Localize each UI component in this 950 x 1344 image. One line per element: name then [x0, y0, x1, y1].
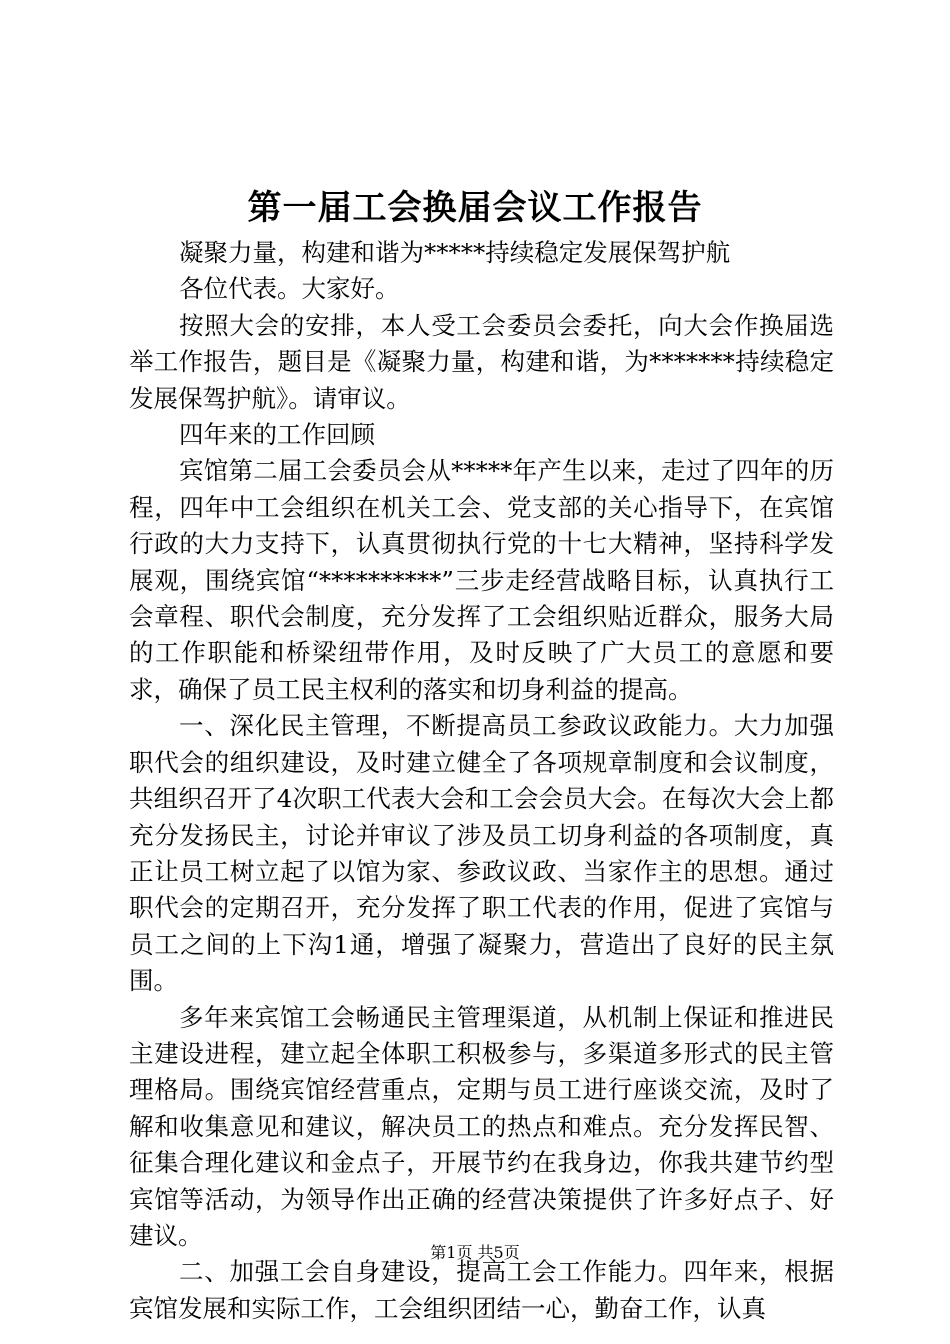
paragraph-subtitle: 凝聚力量，构建和谐为*****持续稳定发展保驾护航: [179, 238, 731, 267]
paragraph-democratic-management: 多年来宾馆工会畅通民主管理渠道，从机制上保证和推进民主建设进程，建立起全体职工积极参与，多渠道多形式的民主管理格局。围绕宾馆经营重点，定期与员工进行座谈交流，及时了解和收集意见和建议，解决员工的热点和难点。充分发挥民智、征集合理化建议和金点子，开展节约在我身边，你我共建节约型宾馆等活动，为领导作出正确的经营决策提供了许多好点子、好建议。: [129, 1002, 834, 1250]
paragraph-greeting: 各位代表。大家好。: [179, 274, 400, 304]
paragraph-item-two: 二、加强工会自身建设，提高工会工作能力。四年来，根据宾馆发展和实际工作，工会组织团结一心，勤奋工作，认真: [129, 1257, 834, 1323]
paragraph-intro: 按照大会的安排，本人受工会委员会委托，向大会作换届选举工作报告，题目是《凝聚力量，构建和谐，为*******持续稳定发展保驾护航》。请审议。: [129, 310, 834, 413]
section-heading: 四年来的工作回顾: [179, 420, 375, 450]
page-footer: 第1页 共5页: [430, 1243, 520, 1262]
document-title: 第一届工会换届会议工作报告: [247, 188, 703, 228]
document-body: [129, 235, 834, 1327]
paragraph-review: 宾馆第二届工会委员会从*****年产生以来，走过了四年的历程，四年中工会组织在机关工会、党支部的关心指导下，在宾馆行政的大力支持下，认真贯彻执行党的十七大精神，坚持科学发展观，围绕宾馆“**********”三步走经营战略目标，认真执行工会章程、职代会制度，充分发挥了工会组织贴近群众，服务大局的工作职能和桥梁纽带作用，及时反映了广大员工的意愿和要求，确保了员工民主权利的落实和切身利益的提高。: [129, 456, 834, 704]
paragraph-item-one: 一、深化民主管理，不断提高员工参政议政能力。大力加强职代会的组织建设，及时建立健全了各项规章制度和会议制度，共组织召开了4次职工代表大会和工会会员大会。在每次大会上都充分发扬民主，讨论并审议了涉及员工切身利益的各项制度，真正让员工树立起了以馆为家、参政议政、当家作主的思想。通过职代会的定期召开，充分发挥了职工代表的作用，促进了宾馆与员工之间的上下沟1通，增强了凝聚力，营造出了良好的民主氛围。: [129, 711, 834, 996]
